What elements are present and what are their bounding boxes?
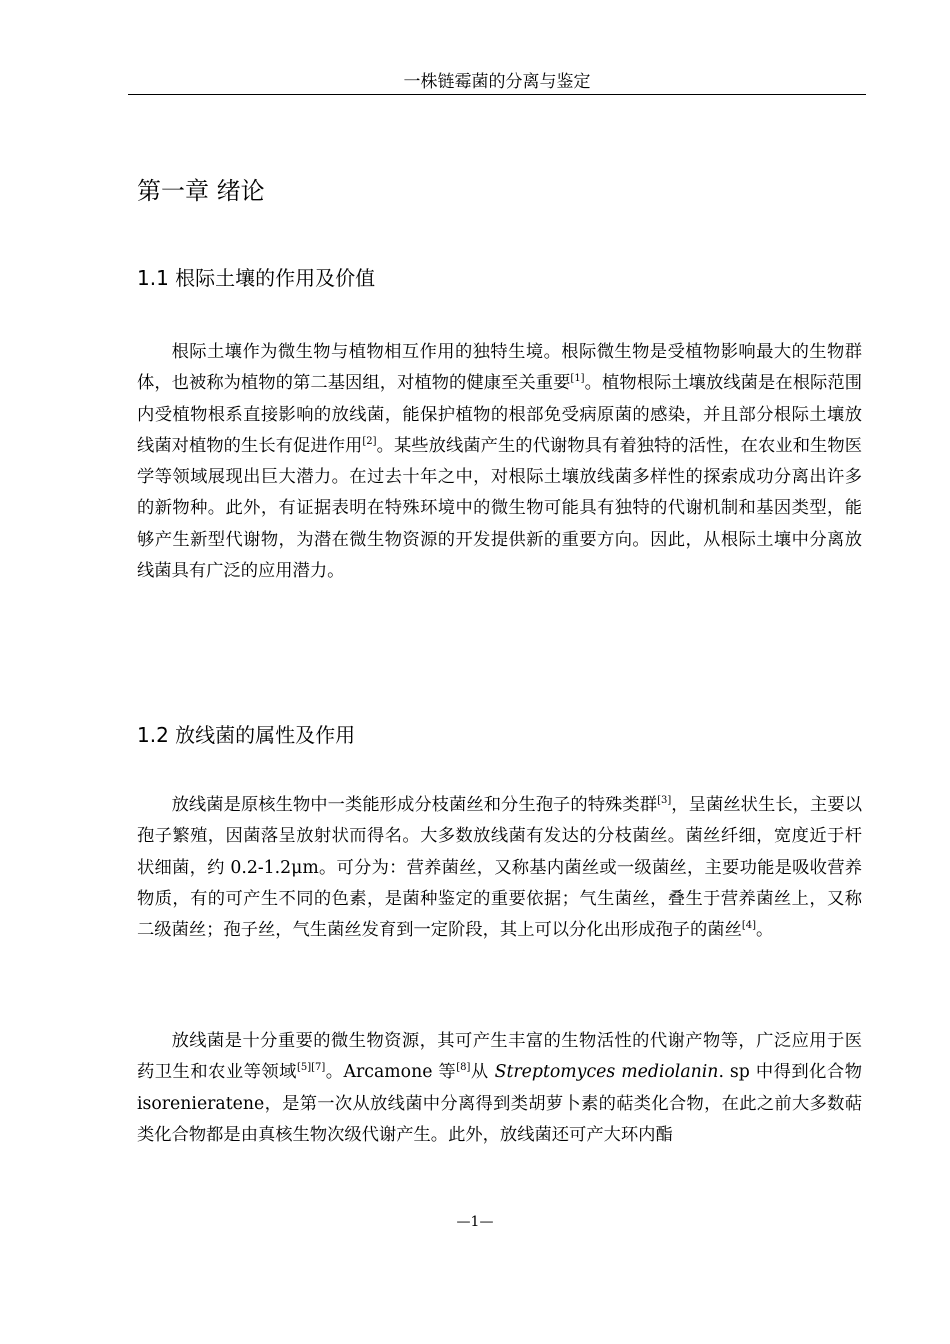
paragraph-text: 放线菌是十分重要的微生物资源，其可产生丰富的生物活性的代谢产物等，广泛应用于医药卫生和农业等领域 <box>137 1031 862 1083</box>
citation-ref: [1] <box>570 373 585 385</box>
species-name: Streptomyces mediolanin <box>494 1062 719 1083</box>
paragraph-text: 。Arcamone 等 <box>325 1062 457 1083</box>
citation-ref: [8] <box>456 1062 471 1074</box>
page-number: —1— <box>456 1214 494 1230</box>
header-rule <box>128 94 866 95</box>
running-header: 一株链霉菌的分离与鉴定 <box>403 72 591 92</box>
section-title-1-1: 1.1 根际土壤的作用及价值 <box>137 266 376 290</box>
paragraph-text: . sp 中得到化合物 isorenieratene，是第一次从放线菌中分离得到类胡萝卜素的萜类化合物，在此之前大多数萜类化合物都是由真核生物次级代谢产生。此外，放线菌还可产大环内酯 <box>137 1062 862 1145</box>
chapter-title: 第一章 绪论 <box>137 177 265 205</box>
paragraph-text: 。植物根际土壤放线菌是在根际范围内受植物根系直接影响的放线菌，能保护植物的根部免受病原菌的感染，并且部分根际土壤放线菌对植物的生长有促进作用 <box>137 373 862 456</box>
paragraph-text: 从 <box>470 1062 495 1083</box>
paragraph-text: 放线菌是原核生物中一类能形成分枝菌丝和分生孢子的特殊类群 <box>171 795 658 815</box>
paragraph-rhizosphere <box>137 337 862 587</box>
paragraph-text: 根际土壤作为微生物与植物相互作用的独特生境。根际微生物是受植物影响最大的生物群体，也被称为植物的第二基因组，对植物的健康至关重要 <box>137 342 862 394</box>
paragraph-actinomycete-properties <box>137 790 862 946</box>
citation-ref: [5][7] <box>296 1062 326 1074</box>
paragraph-text: ，呈菌丝状生长，主要以孢子繁殖，因菌落呈放射状而得名。大多数放线菌有发达的分枝菌丝。菌丝纤细，宽度近于杆状细菌，约 0.2-1.2μm。可分为：营养菌丝，又称基内菌丝或一级菌丝，主要功能是吸收营养物质，有的可产生不同的色素，是菌种鉴定的重要依据；气生菌丝，叠生于营养菌丝上，又称二级菌丝；孢子丝，气生菌丝发育到一定阶段，其上可以分化出形成孢子的菌丝 <box>137 795 862 941</box>
citation-ref: [4] <box>741 920 757 932</box>
paragraph-text: 。某些放线菌产生的代谢物具有着独特的活性，在农业和生物医学等领域展现出巨大潜力。在过去十年之中，对根际土壤放线菌多样性的探索成功分离出许多的新物种。此外，有证据表明在特殊环境中的微生物可能具有独特的代谢机制和基因类型，能够产生新型代谢物，为潜在微生物资源的开发提供新的重要方向。因此，从根际土壤中分离放线菌具有广泛的应用潜力。 <box>137 435 862 582</box>
section-title-1-2: 1.2 放线菌的属性及作用 <box>137 723 356 747</box>
paragraph-text: 。 <box>756 920 774 941</box>
citation-ref: [3] <box>657 795 672 807</box>
paragraph-actinomycete-resources <box>137 1026 862 1151</box>
citation-ref: [2] <box>362 436 377 448</box>
